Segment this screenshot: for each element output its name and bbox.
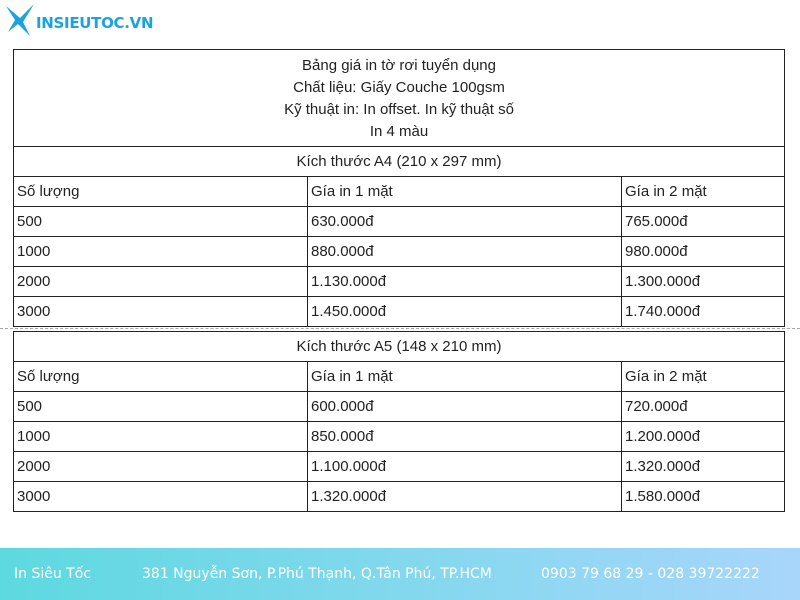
column-header: Số lượng [14,362,308,392]
price-1-side-cell: 630.000đ [308,207,622,237]
table-row [14,392,785,422]
size-title: Kích thước A4 (210 x 297 mm) [14,147,785,177]
table-header [14,50,785,147]
price-1-side-cell: 880.000đ [308,237,622,267]
quantity-cell: 1000 [14,237,308,267]
logo [4,2,153,38]
footer-phone: 0903 79 68 29 - 028 39722222 [541,566,760,582]
price-2-side-cell: 1.200.000đ [622,422,785,452]
price-table-a4 [13,49,785,327]
column-header-row [14,177,785,207]
footer-address: 381 Nguyễn Sơn, P.Phú Thạnh, Q.Tân Phú, TP.HCM [142,566,492,582]
quantity-cell: 2000 [14,452,308,482]
price-1-side-cell: 1.320.000đ [308,482,622,512]
price-1-side-cell: 1.100.000đ [308,452,622,482]
table-row [14,452,785,482]
quantity-cell: 500 [14,207,308,237]
table-row [14,422,785,452]
column-header-row [14,362,785,392]
price-2-side-cell: 1.580.000đ [622,482,785,512]
quantity-cell: 500 [14,392,308,422]
table-row [14,237,785,267]
size-title: Kích thước A5 (148 x 210 mm) [14,332,785,362]
logo-text: INSIEUTOC.VN [36,14,154,32]
quantity-cell: 2000 [14,267,308,297]
table-row [14,267,785,297]
price-table-a5 [13,331,785,512]
price-2-side-cell: 1.320.000đ [622,452,785,482]
size-row [14,332,785,362]
price-1-side-cell: 850.000đ [308,422,622,452]
quantity-cell: 1000 [14,422,308,452]
column-header: Gía in 2 mặt [622,362,785,392]
price-1-side-cell: 600.000đ [308,392,622,422]
price-2-side-cell: 1.300.000đ [622,267,785,297]
table-row [14,207,785,237]
quantity-cell: 3000 [14,297,308,327]
table-row [14,297,785,327]
size-row [14,147,785,177]
price-2-side-cell: 980.000đ [622,237,785,267]
price-1-side-cell: 1.450.000đ [308,297,622,327]
quantity-cell: 3000 [14,482,308,512]
header-material: Chất liệu: Giấy Couche 100gsm [293,79,505,96]
header-technique: Kỹ thuật in: In offset. In kỹ thuật số [284,101,514,118]
column-header: Gía in 2 mặt [622,177,785,207]
price-1-side-cell: 1.130.000đ [308,267,622,297]
divider [0,328,800,329]
column-header: Số lượng [14,177,308,207]
price-2-side-cell: 765.000đ [622,207,785,237]
footer-brand: In Siêu Tốc [14,566,91,582]
price-2-side-cell: 1.740.000đ [622,297,785,327]
footer [0,548,800,600]
price-2-side-cell: 720.000đ [622,392,785,422]
header-colors: In 4 màu [369,123,429,140]
star-logo-icon [4,2,40,38]
column-header: Gía in 1 mặt [308,362,622,392]
table-row [14,482,785,512]
header-title: Bảng giá in tờ rơi tuyển dụng [302,57,496,74]
column-header: Gía in 1 mặt [308,177,622,207]
